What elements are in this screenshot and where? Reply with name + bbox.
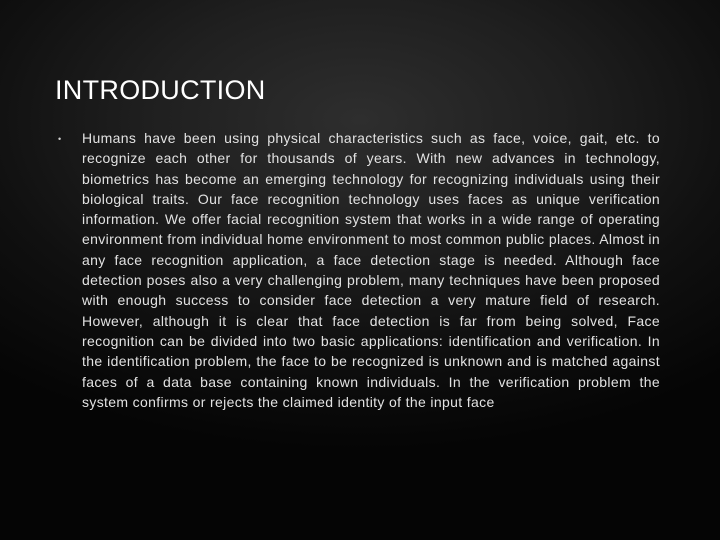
bullet-list	[58, 128, 660, 412]
slide-title: INTRODUCTION	[55, 75, 266, 105]
bullet-text: Humans have been using physical characteristics such as face, voice, gait, etc. to recognize each other for thousands of years. With new advances in technology, biometrics has become an emerging technology for recognizing individuals using their biological traits. Our face recognition technology uses faces as unique verification information. We offer facial recognition system that works in a wide range of operating environment from individual home environment to most common public places. Almost in any face recognition application, a face detection stage is needed. Although face detection poses also a very challenging problem, many techniques have been proposed with enough success to consider face detection a very mature field of research. However, although it is clear that face detection is far from being solved, Face recognition can be divided into two basic applications: identification and verification. In the identification problem, the face to be recognized is unknown and is matched against faces of a data base containing known individuals. In the verification problem the system confirms or rejects the claimed identity of the input face	[82, 130, 660, 410]
bullet-item	[58, 128, 660, 412]
bullet-marker: •	[58, 134, 62, 144]
